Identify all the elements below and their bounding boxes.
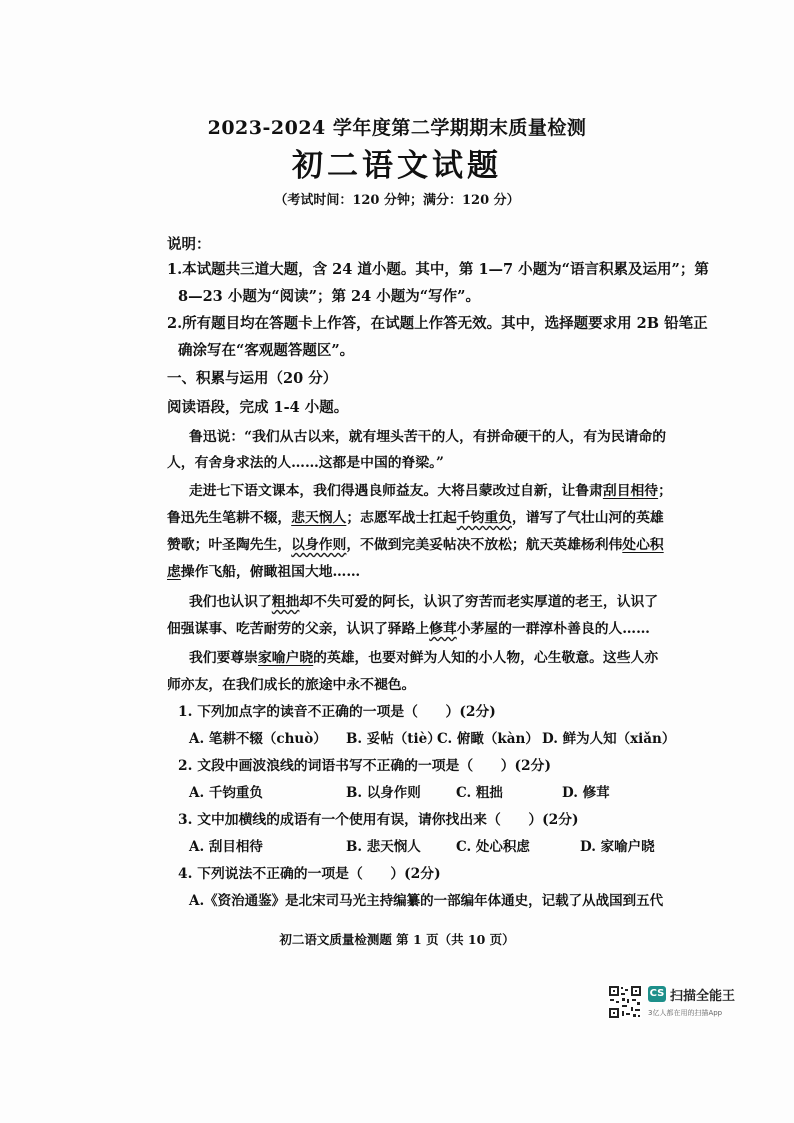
notes-item-2-line-2: 确涂写在“客观题答题区”。	[178, 342, 355, 359]
passage-p4-line-1	[189, 646, 658, 666]
q3-option-b: B. 悲天悯人	[346, 839, 421, 855]
passage-text: ，谱写了气壮山河的英雄	[511, 510, 664, 526]
underlined-idiom: 悲天悯人	[291, 510, 347, 526]
notes-item-1-line-1: 1.本试题共三道大题，含 24 道小题。其中，第 1—7 小题为“语言积累及运用”；第	[167, 261, 709, 278]
passage-text: 的英雄，也要对鲜为人知的小人物，心生敬意。这些人亦	[313, 650, 659, 666]
passage-p4-line-2: 师亦友，在我们成长的旅途中永不褪色。	[167, 677, 416, 693]
passage-text: 我们也认识了	[189, 594, 272, 610]
camscanner-tagline: 3亿人都在用的扫描App	[648, 1009, 723, 1017]
passage-text: ；	[658, 483, 672, 499]
q1-option-d: D. 鲜为人知（xiǎn）	[542, 731, 676, 747]
passage-p1-line-2: 人，有舍身求法的人……这都是中国的脊梁。”	[167, 455, 444, 471]
underlined-idiom: 虑	[167, 564, 181, 580]
q1-option-c: C. 俯瞰（kàn）	[437, 731, 539, 747]
passage-text: ；志愿军战士扛起	[346, 510, 457, 526]
notes-item-2-line-1: 2.所有题目均在答题卡上作答，在试题上作答无效。其中，选择题要求用 2B 铅笔正	[167, 315, 708, 332]
underlined-idiom: 处心积	[622, 537, 664, 553]
camscanner-logo-icon: CS	[648, 986, 666, 1002]
passage-text: 小茅屋的一群淳朴善良的人……	[456, 621, 650, 637]
wavy-underlined-word: 修茸	[429, 621, 457, 637]
q3-option-d: D. 家喻户晓	[580, 839, 655, 855]
passage-p3-line-2	[167, 617, 650, 637]
notes-item-1-line-2: 8—23 小题为“阅读”；第 24 小题为“写作”。	[178, 288, 480, 305]
passage-text: 却不失可爱的阿长，认识了穷苦而老实厚道的老王，认识了	[299, 594, 659, 610]
passage-p2-line-4	[167, 560, 360, 580]
underlined-idiom: 刮目相待	[602, 483, 659, 499]
q4-option-a: A.《资治通鉴》是北宋司马光主持编纂的一部编年体通史，记载了从战国到五代	[189, 893, 664, 909]
q1-option-b: B. 妥帖（tiè）	[346, 731, 441, 747]
passage-text: 操作飞船，俯瞰祖国大地……	[180, 564, 361, 580]
q2-option-a: A. 千钧重负	[189, 785, 263, 801]
passage-text: 鲁迅先生笔耕不辍，	[167, 510, 292, 526]
passage-text: 佃强谋事、吃苦耐劳的父亲，认识了驿路上	[167, 621, 430, 637]
passage-p2-line-1	[189, 479, 672, 499]
passage-text: ，不做到完美妥帖决不放松；航天英雄杨利伟	[346, 537, 623, 553]
passage-p3-line-1	[189, 590, 658, 610]
exam-time-score: （考试时间：120 分钟；满分：120 分）	[274, 193, 520, 208]
wavy-underlined-word: 千钧重负	[456, 510, 512, 526]
q2-option-d: D. 修茸	[562, 785, 610, 801]
section-1-instruction: 阅读语段，完成 1-4 小题。	[167, 399, 349, 416]
exam-title-subject: 初二语文试题	[292, 148, 502, 184]
q3-option-c: C. 处心积虑	[456, 839, 530, 855]
wavy-underlined-word: 粗拙	[271, 594, 300, 610]
question-3: 3. 文中加横线的成语有一个使用有误，请你找出来（ ）(2分)	[178, 812, 579, 828]
passage-text: 我们要尊崇	[189, 650, 258, 666]
passage-p2-line-2	[167, 506, 664, 526]
q2-option-c: C. 粗拙	[456, 785, 503, 801]
question-4: 4. 下列说法不正确的一项是（ ）(2分)	[178, 866, 441, 882]
qr-code-icon	[608, 985, 642, 1019]
q3-option-a: A. 刮目相待	[189, 839, 263, 855]
question-1: 1. 下列加点字的读音不正确的一项是（ ）(2分)	[178, 704, 496, 720]
camscanner-app-name: 扫描全能王	[670, 989, 736, 1004]
passage-text: 走进七下语文课本，我们得遇良师益友。大将吕蒙改过自新，让鲁肃	[189, 483, 603, 499]
page-footer: 初二语文质量检测题 第 1 页（共 10 页）	[279, 932, 515, 947]
q2-option-b: B. 以身作则	[346, 785, 421, 801]
passage-p1-line-1: 鲁迅说：“我们从古以来，就有埋头苦干的人，有拼命硬干的人，有为民请命的	[189, 429, 667, 445]
underlined-idiom: 家喻户晓	[257, 650, 314, 666]
section-1-heading: 一、积累与运用（20 分）	[167, 370, 338, 387]
question-2: 2. 文段中画波浪线的词语书写不正确的一项是（ ）(2分)	[178, 758, 551, 774]
passage-text: 赞歌；叶圣陶先生，	[167, 537, 292, 553]
wavy-underlined-word: 以身作则	[291, 537, 347, 553]
passage-p2-line-3	[167, 533, 664, 553]
notes-label: 说明：	[167, 236, 211, 253]
q1-option-a: A. 笔耕不辍（chuò）	[189, 731, 327, 747]
exam-title-term: 2023-2024 学年度第二学期期末质量检测	[207, 117, 587, 139]
